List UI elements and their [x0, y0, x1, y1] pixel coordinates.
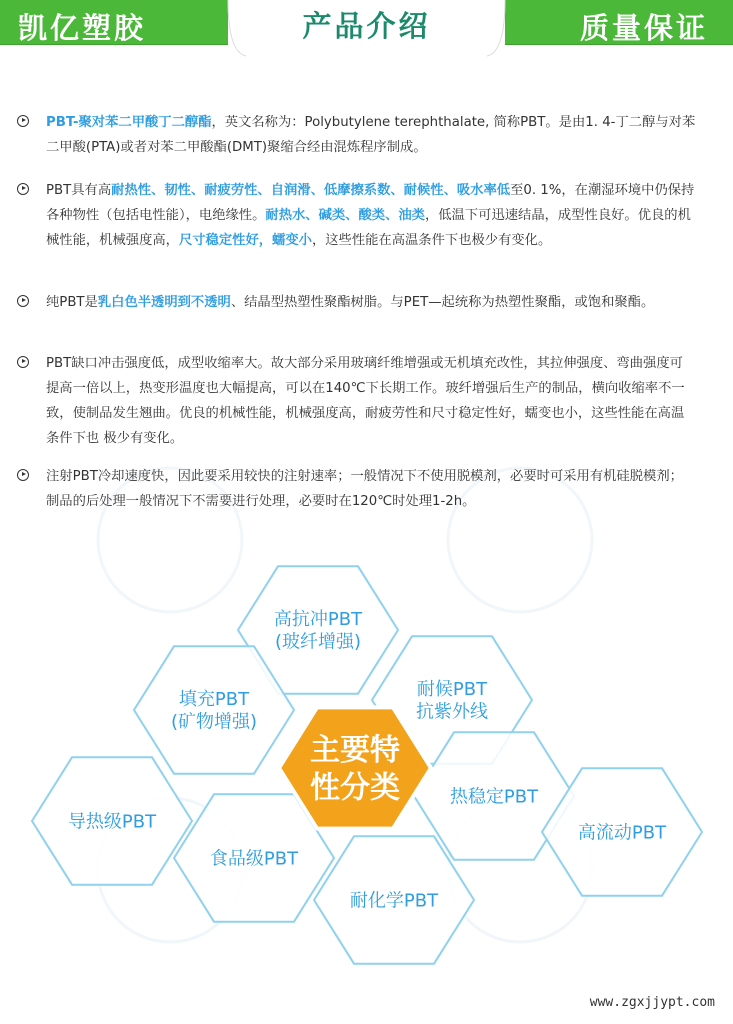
play-bullet-icon — [17, 469, 29, 481]
brand-name: 凯亿塑胶 — [18, 11, 147, 45]
paragraph-1 — [46, 110, 696, 160]
play-bullet-icon — [17, 183, 29, 195]
para-segment: PBT缺口冲击强度低，成型收缩率大。故大部分采用玻璃纤维增强或无机填充改性，其拉伸强度、弯曲强度可提高一倍以上，热变形温度也大幅提高，可以在140℃下长期工作。玻纤增强后生产的制品，横向收缩率不一致，使制品发生翘曲。优良的机械性能，机械强度高，耐疲劳性和尺寸稳定性好，蠕变也小，这些性能在高温条件下也 极少有变化。 — [46, 356, 685, 446]
feature-hexagon-label: 食品级PBT — [209, 848, 299, 870]
para-segment: 纯PBT是 — [46, 295, 98, 310]
feature-hexagon-label: 热稳定PBT — [449, 786, 539, 808]
para-segment: 耐热性、韧性、耐疲劳性、自润滑、低摩擦系数、耐候性、吸水率低 — [111, 183, 511, 198]
para-segment: PBT-聚对苯二甲酸丁二醇酯 — [46, 115, 212, 130]
para-segment: 、结晶型热塑性聚酯树脂。与PET—起统称为热塑性聚酯，或饱和聚酯。 — [230, 295, 655, 310]
para-segment: ，这些性能在高温条件下也极少有变化。 — [311, 233, 552, 248]
para-segment: 注射PBT冷却速度快，因此要采用较快的注射速率；一般情况下不使用脱模剂，必要时可采用有机硅脱模剂；制品的后处理一般情况下不需要进行处理，必要时在120℃时处理1-2h。 — [46, 469, 683, 509]
hexagon-diagram — [0, 540, 733, 1010]
feature-hexagon-label: 抗紫外线 — [416, 701, 488, 723]
feature-hexagon-label: 耐候PBT — [416, 679, 488, 701]
feature-hexagon-label: (玻纤增强) — [274, 631, 362, 653]
para-segment: 耐热水、碱类、酸类、油类 — [265, 208, 425, 223]
feature-hexagon-label: 导热级PBT — [67, 811, 157, 833]
paragraph-5 — [46, 464, 696, 514]
footer-url: www.zgxjjypt.com — [589, 995, 715, 1010]
quality-slogan: 质量保证 — [580, 11, 709, 45]
feature-hexagon-label: 高流动PBT — [577, 822, 667, 844]
para-segment: 至0. 1%，在潮湿环境中仍保持各种物性（包括电性能），电绝缘性。 — [46, 183, 695, 223]
para-segment: 尺寸稳定性好，蠕变小 — [178, 233, 312, 248]
center-hexagon-label: 主要特 — [310, 733, 400, 769]
page-title: 产品介绍 — [302, 9, 431, 43]
feature-hexagon-label: 耐化学PBT — [349, 890, 439, 912]
feature-hexagon-label: 填充PBT — [178, 689, 250, 711]
feature-hexagon-label: (矿物增强) — [170, 711, 258, 733]
paragraph-3 — [46, 290, 696, 315]
para-segment: ，英文名称为：Polybutylene terephthalate, 简称PBT。是由1. 4-丁二醇与对苯二甲酸(PTA)或者对苯二甲酸酯(DMT)聚缩合经由混炼程序制成。 — [46, 115, 696, 155]
para-segment: 乳白色半透明到不透明 — [97, 295, 231, 310]
paragraph-4 — [46, 351, 696, 451]
feature-hexagon-label: 高抗冲PBT — [273, 609, 363, 631]
para-segment: PBT具有高 — [46, 183, 112, 198]
play-bullet-icon — [17, 356, 29, 368]
para-segment: ，低温下可迅速结晶，成型性良好。优良的机械性能，机械强度高， — [46, 208, 691, 248]
play-bullet-icon — [17, 295, 29, 307]
center-hexagon-label: 性分类 — [310, 770, 400, 806]
paragraph-2 — [46, 178, 696, 253]
play-bullet-icon — [17, 115, 29, 127]
